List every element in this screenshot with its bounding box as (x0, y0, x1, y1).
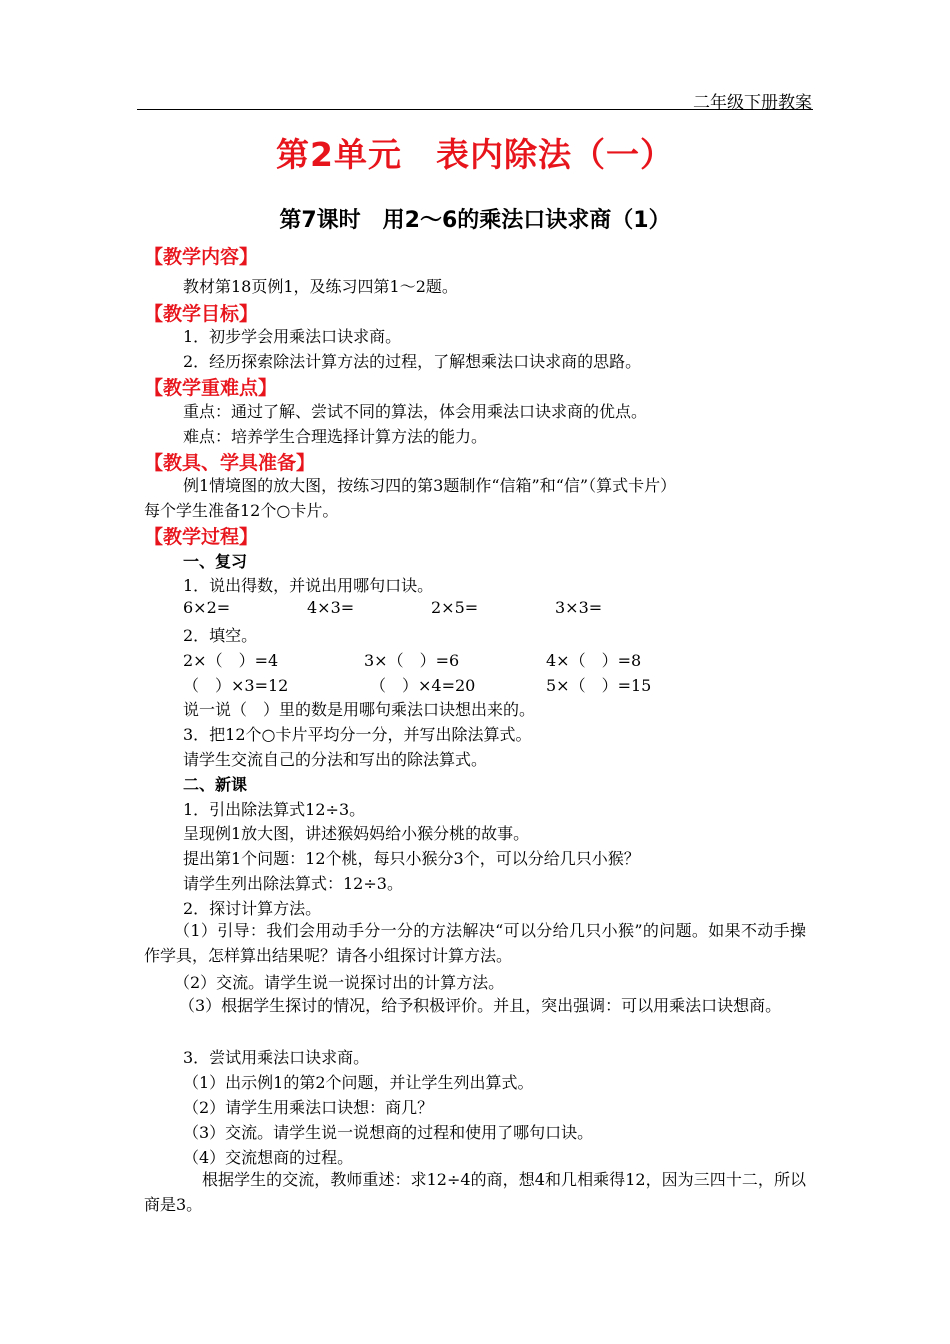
page-title: 第2单元 表内除法（一） (276, 135, 674, 174)
section-teaching-goals: 【教学目标】 (144, 303, 259, 325)
new-item-2c: （3）根据学生探讨的情况，给予积极评价。并且，突出强调：可以用乘法口诀想商。 (179, 996, 782, 1015)
difficulty-line: 难点：培养学生合理选择计算方法的能力。 (183, 427, 488, 446)
new-item-3d: （4）交流想商的过程。 (183, 1148, 354, 1167)
review-item-3: 3．把12个○卡片平均分一分，并写出除法算式。 (183, 725, 532, 744)
key-point-line: 重点：通过了解、尝试不同的算法，体会用乘法口诀求商的优点。 (183, 402, 648, 421)
fill-blank: 2×（ ）=4 (183, 651, 279, 670)
new-item-3e: 根据学生的交流，教师重述：求12÷4的商，想4和几相乘得12，因为三四十二，所以商是3。 (144, 1170, 806, 1214)
header-text: 二年级下册教案 (693, 93, 812, 113)
review-equation: 3×3= (555, 598, 603, 617)
section-key-points: 【教学重难点】 (144, 377, 278, 399)
review-say: 说一说（ ）里的数是用哪句乘法口诀想出来的。 (183, 700, 536, 719)
new-item-3c: （3）交流。请学生说一说想商的过程和使用了哪句口诀。 (183, 1123, 594, 1142)
lesson-subtitle: 第7课时 用2～6的乘法口诀求商（1） (279, 208, 671, 233)
header-divider (137, 109, 813, 110)
review-equation: 2×5= (431, 598, 479, 617)
fill-blank: （ ）×4=20 (370, 676, 476, 695)
review-equation: 4×3= (307, 598, 355, 617)
review-item-3b: 请学生交流自己的分法和写出的除法算式。 (183, 750, 488, 769)
new-item-1a: 呈现例1放大图，讲述猴妈妈给小猴分桃的故事。 (183, 824, 530, 843)
review-equation: 6×2= (183, 598, 231, 617)
new-item-3b: （2）请学生用乘法口诀想：商几？ (183, 1098, 434, 1117)
section-process: 【教学过程】 (144, 526, 259, 548)
new-item-2: 2．探讨计算方法。 (183, 899, 322, 918)
new-item-1b: 提出第1个问题：12个桃，每只小猴分3个，可以分给几只小猴？ (183, 849, 640, 868)
new-item-3a: （1）出示例1的第2个问题，并让学生列出算式。 (183, 1073, 534, 1092)
content-line: 教材第18页例1，及练习四第1～2题。 (183, 277, 458, 296)
review-item-1: 1．说出得数，并说出用哪句口诀。 (183, 576, 434, 595)
review-item-2: 2．填空。 (183, 626, 258, 645)
new-item-2a: （1）引导：我们会用动手分一分的方法解决“可以分给几只小猴”的问题。如果不动手操作学具，怎样算出结果呢？请各小组探讨计算方法。 (144, 921, 806, 965)
new-lesson-heading: 二、新课 (183, 775, 248, 794)
section-teaching-content: 【教学内容】 (144, 246, 259, 268)
section-tools: 【教具、学具准备】 (144, 452, 316, 474)
new-item-1: 1．引出除法算式12÷3。 (183, 800, 366, 819)
review-heading: 一、复习 (183, 552, 248, 571)
goal-line-1: 1．初步学会用乘法口诀求商。 (183, 327, 402, 346)
fill-blank: 3×（ ）=6 (364, 651, 460, 670)
tools-line-1: 例1情境图的放大图，按练习四的第3题制作“信箱”和“信”（算式卡片） (183, 476, 677, 495)
new-item-2b: （2）交流。请学生说一说探讨出的计算方法。 (174, 973, 505, 992)
goal-line-2: 2．经历探索除法计算方法的过程，了解想乘法口诀求商的思路。 (183, 352, 642, 371)
new-item-3: 3．尝试用乘法口诀求商。 (183, 1048, 370, 1067)
fill-blank: 4×（ ）=8 (546, 651, 642, 670)
fill-blank: 5×（ ）=15 (546, 676, 652, 695)
fill-blank: （ ）×3=12 (183, 676, 289, 695)
new-item-1c: 请学生列出除法算式：12÷3。 (183, 874, 403, 893)
tools-line-2: 每个学生准备12个○卡片。 (144, 501, 339, 520)
